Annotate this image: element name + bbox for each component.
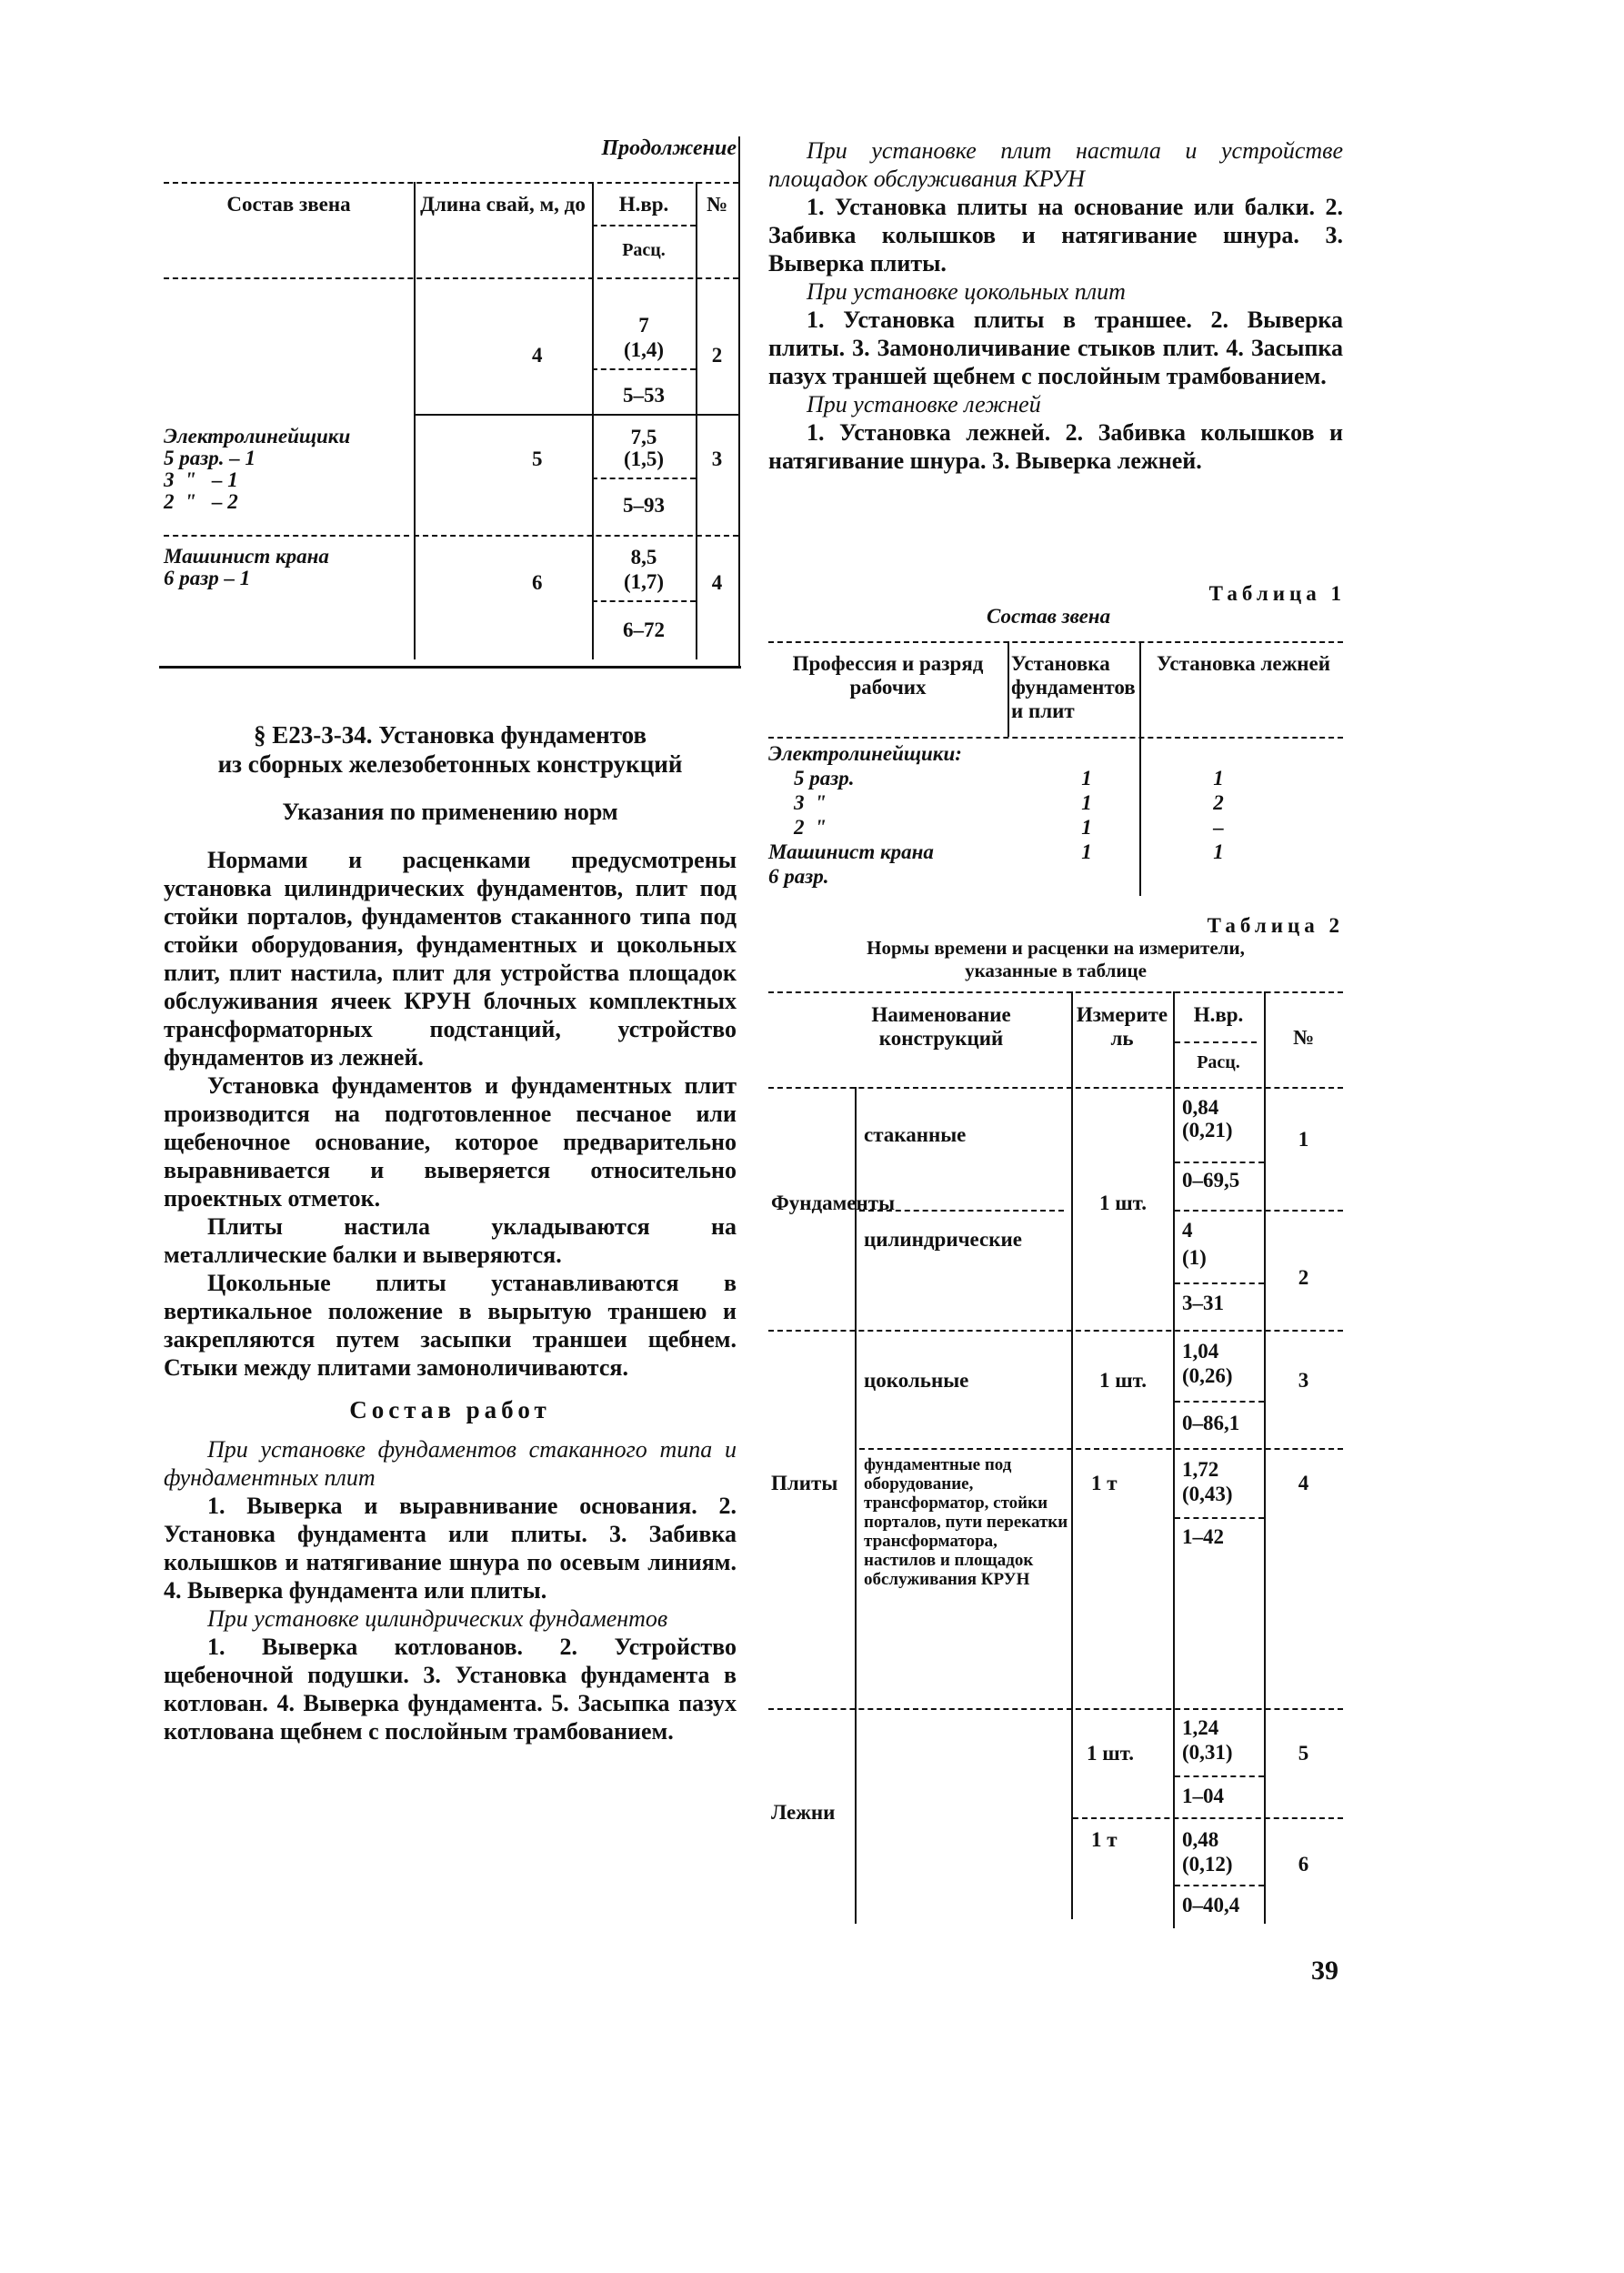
t0-row-length: 6 [532, 571, 543, 594]
paragraph: 1. Выверка и выравнивание основания. 2. Установка фундамента или плиты. 3. Забивка колышков и натягивание шнура по осевым линиям. 4. Выверка фундамента или плиты. [164, 1493, 737, 1604]
table1-cell-a: 1 [1081, 791, 1092, 814]
table1-cell-b: 1 [1213, 767, 1224, 790]
t0-row-norm-rate: (1,4) [623, 338, 665, 361]
table1-cell-b: – [1213, 816, 1224, 839]
table2-row-no: 4 [1298, 1472, 1309, 1494]
paragraph: Плиты настила укладываются на металлические балки и выверяются. [164, 1213, 737, 1268]
section-subtitle: Указания по применению норм [282, 799, 618, 825]
t0-row-norm: 7,5 [630, 426, 657, 448]
table2-row-no: 1 [1298, 1128, 1309, 1151]
table2-row-no: 6 [1298, 1853, 1309, 1876]
table1-header-profession: Профессия и разряд рабочих [792, 652, 984, 699]
table1-cell-a: 1 [1081, 767, 1092, 790]
t0-crew-e3: 2 " – 2 [164, 490, 238, 513]
t0-header-rate: Расц. [622, 240, 666, 260]
t0-row-rate: 6–72 [623, 619, 665, 641]
t0-row-norm: 8,5 [630, 546, 657, 568]
table2-row-rate: 3–31 [1182, 1292, 1224, 1314]
table1-electricians: Электролинейщики: [768, 742, 962, 765]
table2-row-measure: 1 т [1091, 1472, 1118, 1494]
table2-label: Таблица 2 [1207, 914, 1344, 937]
t0-header-norm: Н.вр. [618, 193, 669, 216]
table2-header-measure: Измеритель [1076, 1003, 1168, 1050]
t0-crew-c1: 6 разр – 1 [164, 567, 251, 589]
paragraph: 1. Установка плиты на основание или балки. 2. Забивка колышков и натягивание шнура. 3. Выверка плиты. [768, 194, 1343, 277]
t0-crew-e1: 5 разр. – 1 [164, 447, 256, 469]
table2-row-norm-rate: (0,21) [1182, 1119, 1233, 1142]
table1-caption: Состав звена [987, 605, 1111, 628]
t0-row-norm-rate: (1,5) [623, 448, 665, 470]
table2-row-measure: 1 т [1091, 1828, 1118, 1851]
table1-cell-a: 1 [1081, 840, 1092, 863]
table2-row-norm: 1,72 [1182, 1458, 1219, 1481]
table1-cell-a: 1 [1081, 816, 1092, 839]
table2-row-measure: 1 шт. [1087, 1742, 1134, 1765]
table2-row-norm-rate: (0,43) [1182, 1483, 1233, 1505]
table1-header-beams: Установка лежней [1157, 652, 1330, 675]
table2-row-no: 2 [1298, 1266, 1309, 1289]
continuation-label: Продолжение [601, 136, 737, 160]
t0-row-norm-rate: (1,7) [623, 570, 665, 593]
t0-row-no: 4 [711, 571, 723, 594]
table2-row-norm: 1,24 [1182, 1716, 1219, 1739]
works-subheading: При установке плит настила и устройстве площадок обслуживания КРУН [768, 137, 1343, 192]
t0-row-rate: 5–53 [623, 384, 665, 407]
table2-caption-line2: указанные в таблице [965, 960, 1147, 981]
table2-row-norm: 0,84 [1182, 1096, 1219, 1119]
table2-row-no: 3 [1298, 1369, 1309, 1392]
paragraph: 1. Установка лежней. 2. Забивка колышков и натягивание шнура. 3. Выверка лежней. [768, 419, 1343, 474]
t0-row-no: 2 [711, 344, 723, 367]
works-subheading: При установке лежней [807, 391, 1041, 417]
table2-row-rate: 0–86,1 [1182, 1412, 1240, 1434]
table2-row-norm-rate: (0,26) [1182, 1364, 1233, 1387]
table1-cell-b: 2 [1213, 791, 1224, 814]
t0-row-norm: 7 [638, 314, 649, 337]
table2-row-norm-rate: (0,12) [1182, 1853, 1233, 1876]
table2-header-no: № [1292, 1026, 1315, 1049]
t0-row-no: 3 [711, 448, 723, 470]
table2-row-rate: 0–40,4 [1182, 1894, 1240, 1916]
paragraph: Цокольные плиты устанавливаются в вертикальное положение в вырытую траншею и закрепляются путем засыпки траншеи щебнем. Стыки между плитами замоноличиваются. [164, 1270, 737, 1381]
table2-row-name: цокольные [864, 1369, 969, 1392]
t0-header-no: № [706, 193, 728, 216]
table2-header-name: Наименование конструкций [871, 1003, 1011, 1050]
table1-crane-grade: 6 разр. [768, 865, 829, 888]
works-subheading: При установке цилиндрических фундаментов [207, 1605, 668, 1632]
table2-row-name: цилиндрические [864, 1228, 1022, 1251]
table2-row-norm: 4 [1182, 1219, 1193, 1242]
table2-group-beams: Лежни [771, 1801, 836, 1824]
table2-row-norm-rate: (0,31) [1182, 1741, 1233, 1764]
table2-row-name: фундаментные под оборудование, трансформатор, стойки порталов, пути перекатки трансформатора, настилов и площадок обслуживания КРУН [864, 1455, 1068, 1589]
section-title-line2: из сборных железобетонных конструкций [217, 750, 683, 778]
t0-header-pile-length: Длина свай, м, до [420, 193, 586, 216]
table2-row-no: 5 [1298, 1742, 1309, 1765]
table2-row-norm: 1,04 [1182, 1340, 1219, 1363]
table1-label: Таблица 1 [1208, 582, 1346, 605]
t0-crew-electricians: Электролинейщики [164, 425, 351, 448]
table1-row-name: 5 разр. [794, 767, 855, 790]
section-title-line1: § Е23-3-34. Установка фундаментов [253, 721, 647, 749]
table2-row-name: стаканные [864, 1123, 967, 1146]
paragraph: 1. Установка плиты в траншее. 2. Выверка плиты. 3. Замоноличивание стыков плит. 4. Засыпка пазух траншей щебнем с послойным трамбованием. [768, 307, 1343, 389]
paragraph: 1. Выверка котлованов. 2. Устройство щебеночной подушки. 3. Установка фундамента в котлован. 4. Выверка фундамента. 5. Засыпка пазух котлована щебнем с послойным трамбованием. [164, 1634, 737, 1745]
t0-crew-e2: 3 " – 1 [164, 468, 238, 491]
table2-row-norm: 0,48 [1182, 1828, 1219, 1851]
table2-header-norm: Н.вр. [1193, 1003, 1244, 1026]
table2-row-rate: 1–04 [1182, 1785, 1224, 1807]
paragraph: Нормами и расценками предусмотрены установка цилиндрических фундаментов, плит под стойки порталов, фундаментов стаканного типа под стойки оборудования, фундаментных и цокольных плит, плит настила, плит для устройства площадок обслуживания ячеек КРУН блочных комплектных трансформаторных подстанций, устройство фундаментов из лежней. [164, 847, 737, 1071]
t0-row-rate: 5–93 [623, 494, 665, 517]
table1-row-name: 2 " [794, 816, 827, 839]
table2-caption-line1: Нормы времени и расценки на измерители, [867, 937, 1245, 959]
paragraph: Установка фундаментов и фундаментных плит производится на подготовленное песчаное или щебеночное основание, которое предварительно выравнивается и выверяется относительно проектных отметок. [164, 1072, 737, 1212]
table1-header-foundations: Установка фундаментов и плит [1011, 652, 1136, 722]
works-heading: Состав работ [349, 1396, 551, 1423]
table2-group-foundations: Фундаменты [771, 1192, 896, 1214]
t0-header-crew: Состав звена [226, 193, 351, 216]
table2-group-plates: Плиты [771, 1472, 838, 1494]
table1-row-name: 3 " [794, 791, 827, 814]
t0-crew-crane: Машинист крана [164, 545, 329, 568]
table2-row-rate: 0–69,5 [1182, 1169, 1240, 1192]
table2-row-measure: 1 шт. [1099, 1369, 1147, 1392]
page-number: 39 [1311, 1956, 1338, 1986]
table1-cell-b: 1 [1213, 840, 1224, 863]
works-subheading: При установке цокольных плит [807, 278, 1126, 305]
table2-row-rate: 1–42 [1182, 1525, 1224, 1548]
table1-crane: Машинист крана [768, 840, 934, 863]
table2-header-rate: Расц. [1197, 1052, 1240, 1072]
t0-row-length: 5 [532, 448, 543, 470]
table2-measure-foundations: 1 шт. [1099, 1192, 1147, 1214]
works-subheading: При установке фундаментов стаканного типа и фундаментных плит [164, 1436, 737, 1491]
t0-row-length: 4 [532, 344, 543, 367]
table2-row-norm-rate: (1) [1182, 1246, 1207, 1269]
